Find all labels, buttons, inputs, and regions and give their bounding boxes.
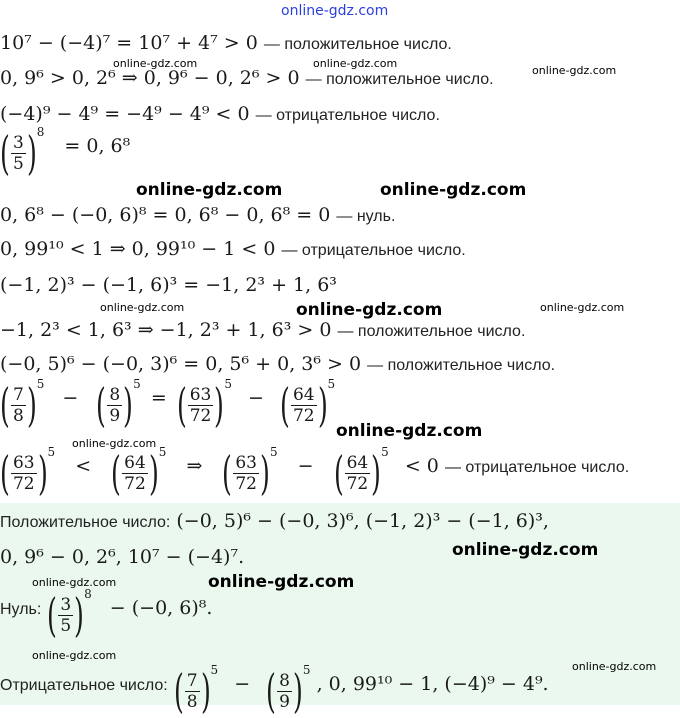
fraction-8-9-b: $\frac{8}{9}$	[279, 670, 290, 712]
watermark: online-gdz.com	[532, 64, 617, 77]
line-5	[0, 206, 395, 225]
line-5-math: 0, 6⁸ − (−0, 6)⁸ = 0, 6⁸ − 0, 6⁸ = 0	[0, 204, 331, 226]
watermark: online-gdz.com	[136, 180, 283, 200]
positive-math-1: (−0, 5)⁶ − (−0, 3)⁶, (−1, 2)³ − (−1, 6)³,	[176, 510, 549, 532]
negative-math: , 0, 99¹⁰ − 1, (−4)⁹ − 4⁹.	[316, 673, 549, 695]
watermark: online-gdz.com	[313, 57, 398, 70]
watermark: online-gdz.com	[208, 572, 355, 592]
watermark: online-gdz.com	[572, 660, 657, 673]
watermark: online-gdz.com	[32, 649, 117, 662]
positive-label: Положительное число:	[0, 514, 171, 531]
negative-label: Отрицательное число:	[0, 677, 168, 694]
line-10: ( $\frac{7}{8}$ )$^5$ − ( $\frac{8}{9}$ )$^5$ = ( $\frac{63}{72}$ )$^5$ − ( $\frac{64}{72}$ )$^5$	[0, 377, 336, 432]
fraction-3-5-b: $\frac{3}{5}$	[60, 594, 72, 636]
line-2-text: — положительное число.	[305, 71, 494, 88]
line-6-text: — отрицательное число.	[281, 242, 466, 259]
line-3-text: — отрицательное число.	[255, 107, 440, 124]
line-7	[0, 276, 337, 295]
line-9-math: (−0, 5)⁶ − (−0, 3)⁶ = 0, 5⁶ + 0, 3⁶ > 0	[0, 353, 362, 375]
line-2-math: 0, 9⁶ > 0, 2⁶ ⇒ 0, 9⁶ − 0, 2⁶ > 0	[0, 67, 300, 89]
line-6	[0, 240, 466, 259]
summary-negative: $^{Отрицательное число:}$ ( $\frac{7}{8}$ )$^5$ − ( $\frac{8}{9}$ )$^5$ , 0, 99¹⁰ − 1, (−4)⁹ − 4⁹.	[0, 663, 549, 718]
fraction-63-72-b: $\frac{63}{72}$	[12, 452, 35, 494]
fraction-64-72: $\frac{64}{72}$	[292, 384, 315, 426]
line-1-text: — положительное число.	[263, 36, 452, 53]
line-7-math: (−1, 2)³ − (−1, 6)³ = −1, 2³ + 1, 6³	[0, 274, 337, 296]
line-2	[0, 69, 494, 88]
line-4: ( $\frac{3}{5}$ )$^8$ = 0, 6⁸	[0, 125, 131, 180]
summary-zero: $^{Нуль:}$ ( $\frac{3}{5}$ )$^8$ − (−0, 6)⁸.	[0, 587, 213, 642]
fraction-63-72: $\frac{63}{72}$	[189, 384, 212, 426]
fraction-7-8-b: $\frac{7}{8}$	[186, 670, 198, 712]
line-9	[0, 355, 555, 374]
fraction-8-9: $\frac{8}{9}$	[109, 384, 121, 426]
watermark: online-gdz.com	[336, 421, 483, 441]
line-8	[0, 321, 525, 340]
fraction-63-72-c: $\frac{63}{72}$	[235, 452, 257, 494]
watermark: online-gdz.com	[72, 437, 157, 450]
watermark: online-gdz.com	[296, 300, 443, 320]
line-6-math: 0, 99¹⁰ < 1 ⇒ 0, 99¹⁰ − 1 < 0	[0, 238, 276, 260]
line-5-text: — нуль.	[336, 208, 396, 225]
line-11-text: — отрицательное число.	[444, 459, 630, 476]
watermark: online-gdz.com	[100, 301, 185, 314]
summary-positive-2	[0, 548, 244, 567]
summary-positive-1	[0, 512, 549, 531]
line-8-text: — положительное число.	[337, 323, 526, 340]
watermark: online-gdz.com	[32, 576, 117, 589]
line-3-math: (−4)⁹ − 4⁹ = −4⁹ − 4⁹ < 0	[0, 103, 250, 125]
fraction-64-72-c: $\frac{64}{72}$	[346, 452, 369, 494]
line-4-rhs: = 0, 6⁸	[64, 135, 131, 157]
zero-math: − (−0, 6)⁸.	[109, 597, 213, 619]
site-watermark-top: online-gdz.com	[281, 3, 389, 19]
fraction-64-72-b: $\frac{64}{72}$	[124, 452, 146, 494]
line-9-text: — положительное число.	[367, 357, 556, 374]
line-8-math: −1, 2³ < 1, 6³ ⇒ −1, 2³ + 1, 6³ > 0	[0, 319, 332, 341]
fraction-3-5: $\frac{3}{5}$	[12, 132, 24, 174]
line-1	[0, 34, 452, 53]
line-1-math: 10⁷ − (−4)⁷ = 10⁷ + 4⁷ > 0	[0, 32, 258, 54]
fraction-7-8: $\frac{7}{8}$	[12, 384, 24, 426]
zero-label: Нуль:	[0, 601, 42, 618]
line-3	[0, 105, 440, 124]
watermark: online-gdz.com	[113, 57, 198, 70]
watermark: online-gdz.com	[452, 540, 599, 560]
watermark: online-gdz.com	[380, 180, 527, 200]
positive-math-2: 0, 9⁶ − 0, 2⁶, 10⁷ − (−4)⁷.	[0, 546, 245, 568]
line-11: ( $\frac{63}{72}$ )$^5$ < ( $\frac{64}{72}$ )$^5$ ⇒ ( $\frac{63}{72}$ )$^5$ − ( $\frac{64}{72}$ )$^5$ < 0 $^{— отрицательное число.}$	[0, 445, 630, 500]
watermark: online-gdz.com	[540, 301, 625, 314]
